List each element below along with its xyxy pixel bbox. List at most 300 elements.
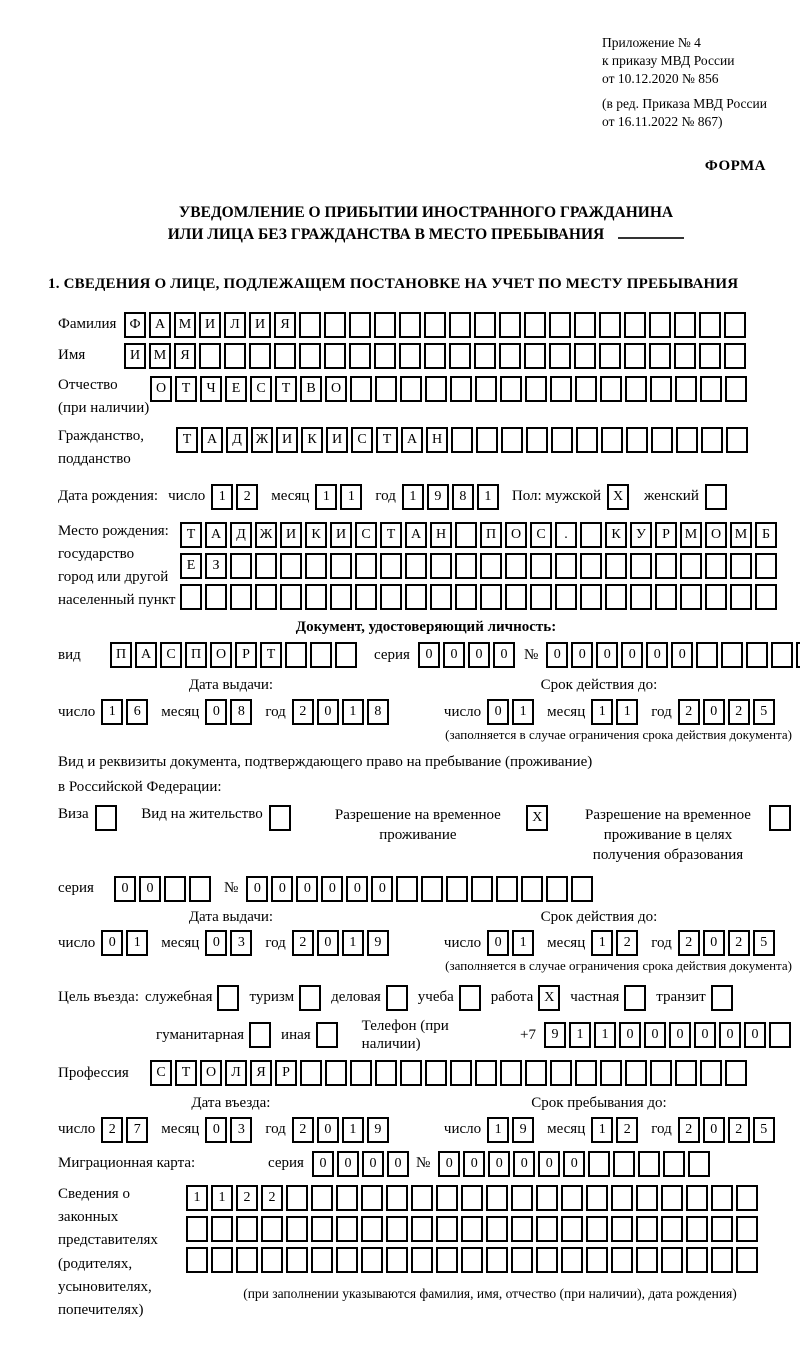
char-box[interactable]: 0 (205, 930, 227, 956)
char-box[interactable] (724, 312, 746, 338)
char-box[interactable] (386, 1216, 408, 1242)
char-box[interactable]: 2 (678, 930, 700, 956)
char-box[interactable] (330, 553, 352, 579)
char-box[interactable]: 0 (205, 1117, 227, 1143)
char-box[interactable] (400, 376, 422, 402)
char-box[interactable] (580, 522, 602, 548)
char-box[interactable] (500, 376, 522, 402)
char-box[interactable] (355, 584, 377, 610)
char-box[interactable] (486, 1185, 508, 1211)
char-box[interactable] (476, 427, 498, 453)
char-box[interactable]: 0 (621, 642, 643, 668)
char-box[interactable] (624, 312, 646, 338)
char-box[interactable] (311, 1216, 333, 1242)
char-box[interactable]: 5 (753, 1117, 775, 1143)
char-box[interactable] (725, 1060, 747, 1086)
char-box[interactable] (286, 1185, 308, 1211)
char-box[interactable] (699, 343, 721, 369)
char-box[interactable]: 0 (703, 1117, 725, 1143)
char-box[interactable]: 0 (703, 930, 725, 956)
char-box[interactable]: 0 (493, 642, 515, 668)
char-box[interactable]: Е (180, 553, 202, 579)
char-box[interactable] (474, 343, 496, 369)
char-box[interactable]: 8 (452, 484, 474, 510)
char-box[interactable] (600, 376, 622, 402)
char-box[interactable]: 2 (728, 930, 750, 956)
char-box[interactable] (430, 584, 452, 610)
char-box[interactable] (530, 584, 552, 610)
char-box[interactable] (736, 1216, 758, 1242)
char-box[interactable]: П (110, 642, 132, 668)
char-box[interactable]: 0 (271, 876, 293, 902)
char-box[interactable]: 0 (337, 1151, 359, 1177)
char-box[interactable]: Р (275, 1060, 297, 1086)
char-box[interactable]: 0 (487, 930, 509, 956)
char-box[interactable] (586, 1216, 608, 1242)
char-box[interactable]: 3 (230, 930, 252, 956)
char-box[interactable]: А (149, 312, 171, 338)
char-box[interactable] (688, 1151, 710, 1177)
char-box[interactable]: 0 (694, 1022, 716, 1048)
char-box[interactable] (261, 1247, 283, 1273)
char-box[interactable]: Ч (200, 376, 222, 402)
char-box[interactable] (299, 985, 321, 1011)
char-box[interactable]: О (325, 376, 347, 402)
char-box[interactable] (164, 876, 186, 902)
char-box[interactable] (350, 1060, 372, 1086)
char-box[interactable] (450, 376, 472, 402)
char-box[interactable] (721, 642, 743, 668)
char-box[interactable]: 6 (126, 699, 148, 725)
char-box[interactable] (651, 427, 673, 453)
char-box[interactable] (580, 553, 602, 579)
char-box[interactable]: П (185, 642, 207, 668)
char-box[interactable] (611, 1247, 633, 1273)
char-box[interactable]: 5 (753, 699, 775, 725)
char-box[interactable]: Т (175, 1060, 197, 1086)
char-box[interactable]: 1 (512, 930, 534, 956)
char-box[interactable] (626, 427, 648, 453)
char-box[interactable]: 1 (591, 699, 613, 725)
char-box[interactable]: X (526, 805, 548, 831)
char-box[interactable] (461, 1185, 483, 1211)
char-box[interactable] (574, 343, 596, 369)
char-box[interactable]: А (401, 427, 423, 453)
char-box[interactable] (455, 522, 477, 548)
char-box[interactable]: 0 (563, 1151, 585, 1177)
char-box[interactable]: С (150, 1060, 172, 1086)
char-box[interactable] (486, 1216, 508, 1242)
char-box[interactable]: 1 (487, 1117, 509, 1143)
char-box[interactable]: 1 (591, 930, 613, 956)
char-box[interactable]: 7 (126, 1117, 148, 1143)
char-box[interactable] (436, 1216, 458, 1242)
char-box[interactable] (330, 584, 352, 610)
char-box[interactable] (486, 1247, 508, 1273)
char-box[interactable] (726, 427, 748, 453)
char-box[interactable] (561, 1185, 583, 1211)
char-box[interactable] (625, 1060, 647, 1086)
char-box[interactable]: 2 (678, 699, 700, 725)
char-box[interactable] (461, 1247, 483, 1273)
char-box[interactable]: С (351, 427, 373, 453)
char-box[interactable] (680, 584, 702, 610)
char-box[interactable] (236, 1247, 258, 1273)
char-box[interactable] (575, 376, 597, 402)
char-box[interactable] (249, 1022, 271, 1048)
char-box[interactable] (316, 1022, 338, 1048)
char-box[interactable] (625, 376, 647, 402)
char-box[interactable] (436, 1185, 458, 1211)
char-box[interactable] (746, 642, 768, 668)
char-box[interactable]: 0 (312, 1151, 334, 1177)
char-box[interactable] (796, 642, 800, 668)
char-box[interactable] (459, 985, 481, 1011)
char-box[interactable]: С (530, 522, 552, 548)
char-box[interactable]: 1 (477, 484, 499, 510)
char-box[interactable]: 1 (402, 484, 424, 510)
char-box[interactable] (524, 343, 546, 369)
char-box[interactable]: 0 (443, 642, 465, 668)
char-box[interactable] (375, 1060, 397, 1086)
char-box[interactable] (450, 1060, 472, 1086)
char-box[interactable]: 0 (513, 1151, 535, 1177)
char-box[interactable]: Р (235, 642, 257, 668)
char-box[interactable] (769, 1022, 791, 1048)
char-box[interactable]: 1 (340, 484, 362, 510)
char-box[interactable] (189, 876, 211, 902)
char-box[interactable]: 0 (139, 876, 161, 902)
char-box[interactable] (525, 376, 547, 402)
char-box[interactable]: 0 (387, 1151, 409, 1177)
char-box[interactable]: X (607, 484, 629, 510)
char-box[interactable] (361, 1247, 383, 1273)
char-box[interactable] (386, 1185, 408, 1211)
char-box[interactable] (511, 1216, 533, 1242)
char-box[interactable] (650, 376, 672, 402)
char-box[interactable] (255, 584, 277, 610)
char-box[interactable] (576, 427, 598, 453)
char-box[interactable] (736, 1185, 758, 1211)
char-box[interactable] (511, 1247, 533, 1273)
char-box[interactable]: Я (274, 312, 296, 338)
char-box[interactable]: С (160, 642, 182, 668)
char-box[interactable] (411, 1185, 433, 1211)
char-box[interactable] (386, 985, 408, 1011)
char-box[interactable] (499, 343, 521, 369)
char-box[interactable]: 1 (211, 484, 233, 510)
char-box[interactable]: Т (380, 522, 402, 548)
char-box[interactable] (255, 553, 277, 579)
char-box[interactable] (350, 376, 372, 402)
char-box[interactable]: 0 (317, 699, 339, 725)
char-box[interactable] (211, 1247, 233, 1273)
char-box[interactable] (561, 1216, 583, 1242)
char-box[interactable]: 2 (728, 1117, 750, 1143)
char-box[interactable] (230, 584, 252, 610)
char-box[interactable] (630, 553, 652, 579)
char-box[interactable]: 9 (427, 484, 449, 510)
char-box[interactable]: О (210, 642, 232, 668)
char-box[interactable] (95, 805, 117, 831)
char-box[interactable]: Л (225, 1060, 247, 1086)
char-box[interactable]: 1 (211, 1185, 233, 1211)
char-box[interactable] (705, 584, 727, 610)
char-box[interactable]: 0 (644, 1022, 666, 1048)
char-box[interactable] (186, 1247, 208, 1273)
char-box[interactable] (649, 312, 671, 338)
char-box[interactable] (636, 1216, 658, 1242)
char-box[interactable] (524, 312, 546, 338)
char-box[interactable] (305, 553, 327, 579)
char-box[interactable]: 2 (292, 930, 314, 956)
char-box[interactable]: И (276, 427, 298, 453)
char-box[interactable]: 2 (236, 1185, 258, 1211)
char-box[interactable]: 2 (292, 699, 314, 725)
char-box[interactable] (411, 1247, 433, 1273)
char-box[interactable]: 1 (512, 699, 534, 725)
char-box[interactable]: 0 (317, 1117, 339, 1143)
char-box[interactable]: 1 (126, 930, 148, 956)
char-box[interactable] (449, 312, 471, 338)
char-box[interactable] (336, 1185, 358, 1211)
char-box[interactable]: 0 (468, 642, 490, 668)
char-box[interactable]: 9 (544, 1022, 566, 1048)
char-box[interactable] (724, 343, 746, 369)
char-box[interactable] (424, 312, 446, 338)
char-box[interactable] (361, 1185, 383, 1211)
char-box[interactable] (349, 343, 371, 369)
char-box[interactable]: Е (225, 376, 247, 402)
char-box[interactable] (336, 1216, 358, 1242)
char-box[interactable] (599, 312, 621, 338)
char-box[interactable]: 1 (342, 699, 364, 725)
char-box[interactable] (480, 553, 502, 579)
char-box[interactable] (269, 805, 291, 831)
char-box[interactable]: И (280, 522, 302, 548)
char-box[interactable] (249, 343, 271, 369)
char-box[interactable]: Н (426, 427, 448, 453)
char-box[interactable] (274, 343, 296, 369)
char-box[interactable] (455, 584, 477, 610)
char-box[interactable] (475, 1060, 497, 1086)
char-box[interactable]: 0 (744, 1022, 766, 1048)
char-box[interactable] (730, 553, 752, 579)
char-box[interactable]: Т (180, 522, 202, 548)
char-box[interactable] (613, 1151, 635, 1177)
char-box[interactable]: А (205, 522, 227, 548)
char-box[interactable] (336, 1247, 358, 1273)
char-box[interactable] (361, 1216, 383, 1242)
char-box[interactable]: А (135, 642, 157, 668)
char-box[interactable] (374, 343, 396, 369)
char-box[interactable] (588, 1151, 610, 1177)
char-box[interactable] (421, 876, 443, 902)
char-box[interactable] (663, 1151, 685, 1177)
char-box[interactable]: 0 (321, 876, 343, 902)
char-box[interactable]: О (505, 522, 527, 548)
char-box[interactable] (676, 427, 698, 453)
char-box[interactable]: 0 (362, 1151, 384, 1177)
char-box[interactable] (586, 1247, 608, 1273)
char-box[interactable]: Ж (255, 522, 277, 548)
char-box[interactable] (480, 584, 502, 610)
char-box[interactable]: 1 (616, 699, 638, 725)
char-box[interactable] (236, 1216, 258, 1242)
char-box[interactable] (549, 343, 571, 369)
char-box[interactable] (549, 312, 571, 338)
char-box[interactable]: И (124, 343, 146, 369)
char-box[interactable]: 1 (594, 1022, 616, 1048)
char-box[interactable] (305, 584, 327, 610)
char-box[interactable]: У (630, 522, 652, 548)
char-box[interactable]: 0 (317, 930, 339, 956)
char-box[interactable] (711, 1247, 733, 1273)
char-box[interactable]: 2 (616, 1117, 638, 1143)
char-box[interactable]: З (205, 553, 227, 579)
char-box[interactable] (630, 584, 652, 610)
char-box[interactable] (711, 1216, 733, 1242)
char-box[interactable]: О (705, 522, 727, 548)
char-box[interactable] (550, 376, 572, 402)
char-box[interactable] (536, 1185, 558, 1211)
char-box[interactable] (499, 312, 521, 338)
char-box[interactable]: 5 (753, 930, 775, 956)
char-box[interactable] (436, 1247, 458, 1273)
char-box[interactable] (550, 1060, 572, 1086)
char-box[interactable] (611, 1185, 633, 1211)
char-box[interactable]: X (538, 985, 560, 1011)
char-box[interactable]: 1 (569, 1022, 591, 1048)
char-box[interactable]: Л (224, 312, 246, 338)
char-box[interactable] (725, 376, 747, 402)
char-box[interactable] (471, 876, 493, 902)
char-box[interactable] (649, 343, 671, 369)
char-box[interactable]: А (201, 427, 223, 453)
char-box[interactable]: П (480, 522, 502, 548)
char-box[interactable] (574, 312, 596, 338)
char-box[interactable] (696, 642, 718, 668)
char-box[interactable] (736, 1247, 758, 1273)
char-box[interactable] (230, 553, 252, 579)
char-box[interactable] (299, 312, 321, 338)
char-box[interactable] (425, 376, 447, 402)
char-box[interactable] (674, 343, 696, 369)
char-box[interactable]: 0 (346, 876, 368, 902)
char-box[interactable] (711, 1185, 733, 1211)
char-box[interactable] (705, 484, 727, 510)
char-box[interactable] (580, 584, 602, 610)
char-box[interactable] (380, 553, 402, 579)
char-box[interactable] (375, 376, 397, 402)
char-box[interactable]: Ф (124, 312, 146, 338)
char-box[interactable]: О (150, 376, 172, 402)
char-box[interactable]: 2 (261, 1185, 283, 1211)
char-box[interactable]: И (199, 312, 221, 338)
char-box[interactable] (400, 1060, 422, 1086)
char-box[interactable] (324, 312, 346, 338)
char-box[interactable]: М (730, 522, 752, 548)
char-box[interactable] (526, 427, 548, 453)
char-box[interactable]: Ж (251, 427, 273, 453)
char-box[interactable] (730, 584, 752, 610)
char-box[interactable]: Д (230, 522, 252, 548)
char-box[interactable]: 2 (678, 1117, 700, 1143)
char-box[interactable]: 0 (371, 876, 393, 902)
char-box[interactable]: 9 (367, 930, 389, 956)
char-box[interactable]: Д (226, 427, 248, 453)
char-box[interactable] (675, 1060, 697, 1086)
char-box[interactable] (705, 553, 727, 579)
char-box[interactable]: 0 (418, 642, 440, 668)
char-box[interactable] (551, 427, 573, 453)
char-box[interactable] (624, 985, 646, 1011)
char-box[interactable] (530, 553, 552, 579)
char-box[interactable] (536, 1216, 558, 1242)
char-box[interactable]: К (301, 427, 323, 453)
char-box[interactable]: 9 (367, 1117, 389, 1143)
char-box[interactable]: 1 (315, 484, 337, 510)
char-box[interactable]: И (249, 312, 271, 338)
char-box[interactable] (636, 1185, 658, 1211)
char-box[interactable]: 0 (101, 930, 123, 956)
char-box[interactable]: К (305, 522, 327, 548)
char-box[interactable] (380, 584, 402, 610)
char-box[interactable] (700, 1060, 722, 1086)
char-box[interactable] (399, 312, 421, 338)
char-box[interactable] (686, 1185, 708, 1211)
char-box[interactable]: М (149, 343, 171, 369)
char-box[interactable] (624, 343, 646, 369)
char-box[interactable] (525, 1060, 547, 1086)
char-box[interactable]: 1 (342, 930, 364, 956)
char-box[interactable] (638, 1151, 660, 1177)
char-box[interactable]: 0 (114, 876, 136, 902)
char-box[interactable]: 9 (512, 1117, 534, 1143)
char-box[interactable] (674, 312, 696, 338)
char-box[interactable] (311, 1247, 333, 1273)
char-box[interactable]: Р (655, 522, 677, 548)
char-box[interactable] (655, 553, 677, 579)
char-box[interactable]: 1 (101, 699, 123, 725)
char-box[interactable] (661, 1185, 683, 1211)
char-box[interactable] (280, 553, 302, 579)
char-box[interactable] (605, 553, 627, 579)
char-box[interactable]: 0 (205, 699, 227, 725)
char-box[interactable]: И (326, 427, 348, 453)
char-box[interactable]: 0 (246, 876, 268, 902)
char-box[interactable] (355, 553, 377, 579)
char-box[interactable]: Н (430, 522, 452, 548)
char-box[interactable] (711, 985, 733, 1011)
char-box[interactable] (186, 1216, 208, 1242)
char-box[interactable] (575, 1060, 597, 1086)
char-box[interactable] (655, 584, 677, 610)
char-box[interactable] (496, 876, 518, 902)
char-box[interactable] (286, 1247, 308, 1273)
char-box[interactable]: В (300, 376, 322, 402)
char-box[interactable]: М (680, 522, 702, 548)
char-box[interactable] (285, 642, 307, 668)
char-box[interactable] (546, 876, 568, 902)
char-box[interactable] (374, 312, 396, 338)
char-box[interactable] (335, 642, 357, 668)
char-box[interactable] (511, 1185, 533, 1211)
char-box[interactable] (205, 584, 227, 610)
char-box[interactable] (286, 1216, 308, 1242)
char-box[interactable] (536, 1247, 558, 1273)
char-box[interactable] (449, 343, 471, 369)
